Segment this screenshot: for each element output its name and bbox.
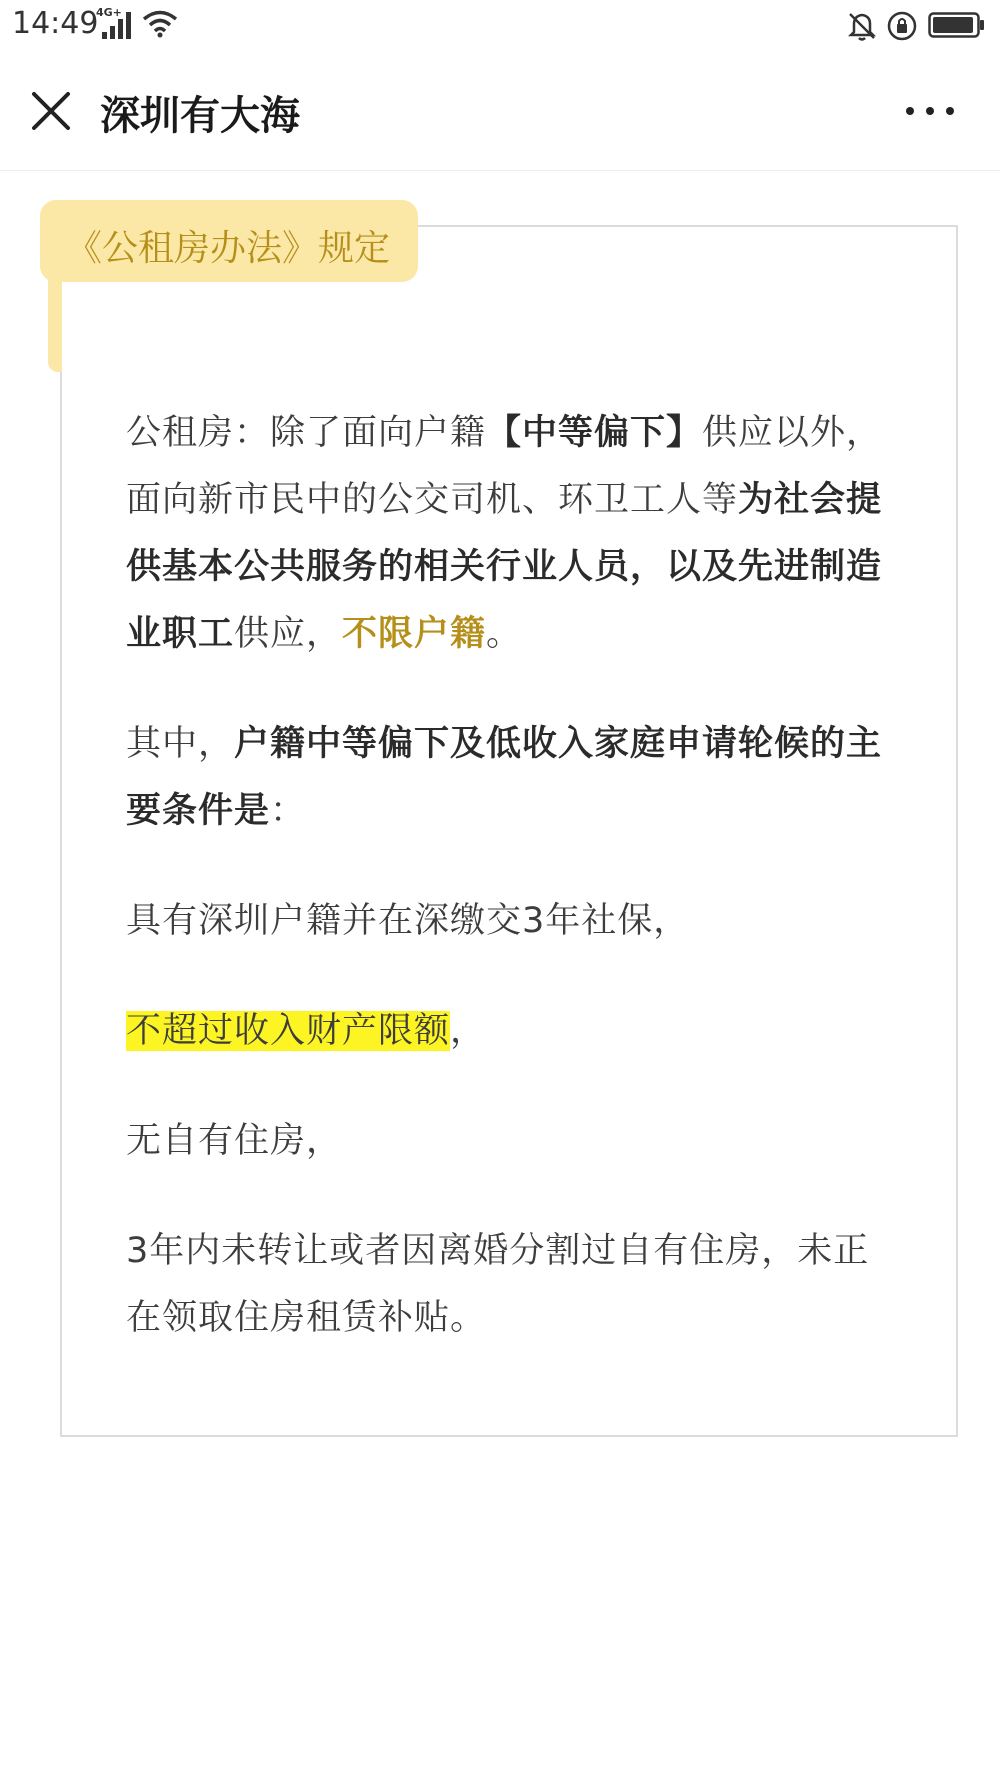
tag-label [40, 200, 418, 282]
highlighted-text: 不超过收入财产限额 [126, 1011, 451, 1051]
bell-off-icon [846, 10, 878, 46]
text-run: 供应， [234, 614, 343, 654]
network-type: 4G+ [96, 6, 122, 19]
title-bar [0, 50, 1000, 171]
paragraph-4 [126, 998, 901, 1065]
tag-fold [48, 272, 62, 372]
battery-icon [928, 10, 986, 44]
status-bar [0, 0, 1000, 50]
bold-text: 户籍中等偏下及低收入家庭申请轮候的主要条件是 [126, 724, 883, 831]
paragraph-6: 3年内未转让或者因离婚分割过自有住房，未正在领取住房租赁补贴。 [126, 1231, 870, 1338]
signal-icon [96, 6, 146, 40]
text-run: 供应以外，面向新市民中的公交司机、环卫工人等 [126, 413, 883, 520]
status-time: 14:49 [12, 6, 99, 41]
rotation-lock-icon [886, 10, 918, 46]
paragraph-3: 具有深圳户籍并在深缴交3年社保， [126, 901, 690, 941]
bold-text: 【中等偏下】 [486, 413, 703, 453]
wifi-icon [142, 10, 178, 42]
article-content [126, 400, 901, 1395]
close-icon[interactable] [26, 86, 76, 136]
text-run: ， [450, 1011, 487, 1051]
paragraph-5: 无自有住房， [126, 1121, 343, 1161]
gold-emphasis-text: 不限户籍 [342, 614, 487, 654]
text-run: 公租房：除了面向户籍 [126, 413, 487, 453]
text-run: ： [270, 791, 307, 831]
text-run: 其中， [126, 724, 235, 764]
tag-text: 《公租房办法》规定 [66, 228, 391, 269]
text-run: 。 [486, 614, 523, 654]
page-title: 深圳有大海 [100, 93, 300, 139]
paragraph-2 [126, 711, 901, 845]
more-icon[interactable] [900, 90, 960, 130]
bold-text: 为社会提供基本公共服务的相关行业人员，以及先进制造业职工 [126, 480, 883, 654]
paragraph-1 [126, 400, 901, 668]
